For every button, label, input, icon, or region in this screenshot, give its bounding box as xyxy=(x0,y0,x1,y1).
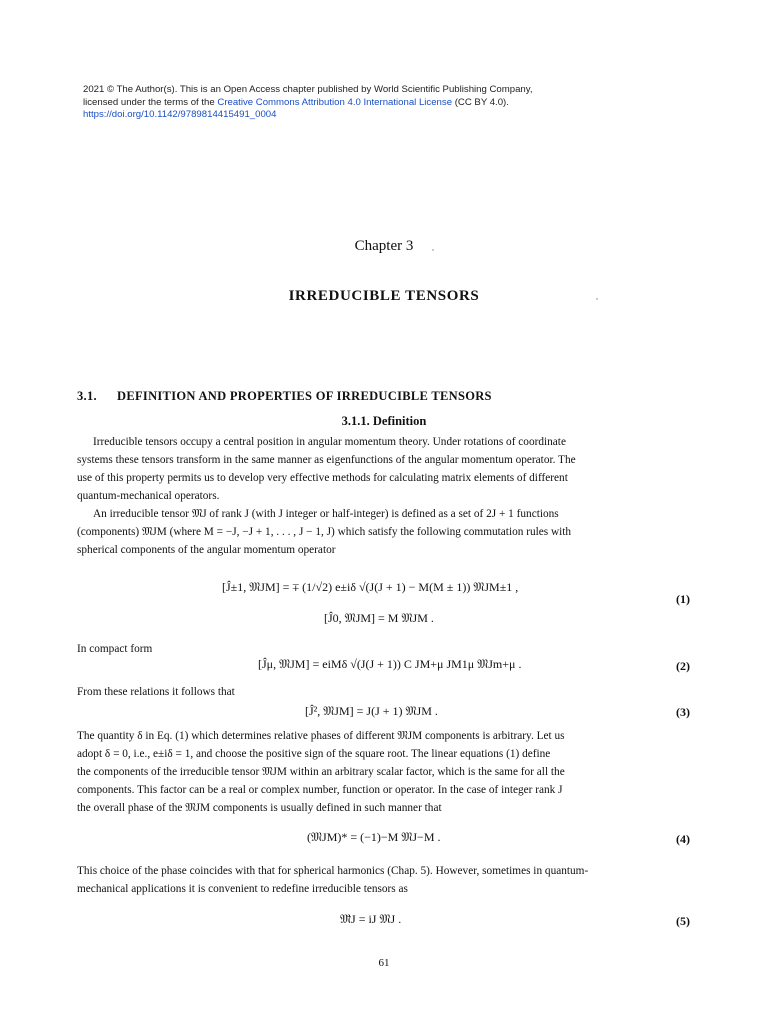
paragraph-redefine xyxy=(77,862,693,898)
text-line: An irreducible tensor 𝔐J of rank J (with J integer or half-integer) is defined as a set of 2J + 1 functions xyxy=(93,508,559,520)
equation-3: [Ĵ², 𝔐JM] = J(J + 1) 𝔐JM . xyxy=(305,704,438,718)
text-line: mechanical applications it is convenient to redefine irreducible tensors as xyxy=(77,883,408,895)
page-number: 61 xyxy=(378,957,390,969)
paragraph-definition xyxy=(77,505,693,559)
license-suffix: (CC BY 4.0). xyxy=(452,96,509,108)
paragraph-intro xyxy=(77,433,693,505)
equation-number-3: (3) xyxy=(676,705,690,719)
equation-1b: [Ĵ0, 𝔐JM] = M 𝔐JM . xyxy=(324,611,434,625)
license-notice xyxy=(83,84,603,122)
doi-link[interactable]: https://doi.org/10.1142/9789814415491_0004 xyxy=(83,109,277,121)
section-number: 3.1. xyxy=(77,389,97,403)
equation-number-2: (2) xyxy=(676,659,690,673)
text-line: components. This factor can be a real or complex number, function or operator. In the case of integer rank J xyxy=(77,784,563,796)
section-heading xyxy=(77,389,492,404)
text-line: the components of the irreducible tensor 𝔐JM within an arbitrary scalar factor, which is the same for all the xyxy=(77,766,565,778)
equation-2: [Ĵμ, 𝔐JM] = eiMδ √(J(J + 1)) C JM+μ JM1μ 𝔐Jm+μ . xyxy=(258,657,522,671)
section-title: DEFINITION AND PROPERTIES OF IRREDUCIBLE TENSORS xyxy=(117,389,492,403)
license-line-1: 2021 © The Author(s). This is an Open Access chapter published by World Scientific Publishing Company, xyxy=(83,84,533,95)
subsection-heading: 3.1.1. Definition xyxy=(341,414,427,428)
text-line: The quantity δ in Eq. (1) which determines relative phases of different 𝔐JM components is arbitrary. Let us xyxy=(77,730,565,742)
text-line: (components) 𝔐JM (where M = −J, −J + 1, . . . , J − 1, J) which satisfy the following commutation rules with xyxy=(77,526,572,538)
equation-number-1: (1) xyxy=(676,592,690,606)
text-line: spherical components of the angular momentum operator xyxy=(77,544,336,556)
license-link[interactable]: Creative Commons Attribution 4.0 International License xyxy=(217,96,453,108)
text-line: systems these tensors transform in the same manner as eigenfunctions of the angular momentum operator. The xyxy=(77,454,576,466)
paragraph-phase xyxy=(77,727,693,817)
text-line: use of this property permits us to develop very effective methods for calculating matrix elements of different xyxy=(77,472,568,484)
scan-speck xyxy=(432,249,434,251)
text-line: Irreducible tensors occupy a central position in angular momentum theory. Under rotations of coordinate xyxy=(93,436,566,448)
scan-speck xyxy=(596,298,598,300)
equation-number-4: (4) xyxy=(676,832,690,846)
equation-4: (𝔐JM)* = (−1)−M 𝔐J−M . xyxy=(307,830,441,844)
chapter-title: IRREDUCIBLE TENSORS xyxy=(288,288,480,304)
chapter-label: Chapter 3 xyxy=(354,238,414,254)
relations-text: From these relations it follows that xyxy=(77,686,235,698)
text-line: quantum-mechanical operators. xyxy=(77,490,220,502)
text-line: the overall phase of the 𝔐JM components is usually defined in such manner that xyxy=(77,802,442,814)
license-line-2 xyxy=(83,97,603,110)
license-prefix: licensed under the terms of the xyxy=(83,96,218,108)
equation-1a: [Ĵ±1, 𝔐JM] = ∓ (1/√2) e±iδ √(J(J + 1) − M(M ± 1)) 𝔐JM±1 , xyxy=(222,580,519,594)
text-line: adopt δ = 0, i.e., e±iδ = 1, and choose the positive sign of the square root. The linear equations (1) define xyxy=(77,748,551,760)
text-line: This choice of the phase coincides with that for spherical harmonics (Chap. 5). However, sometimes in quantum- xyxy=(77,865,589,877)
equation-5: 𝔐̃J = iJ 𝔐J . xyxy=(340,912,402,926)
equation-number-5: (5) xyxy=(676,914,690,928)
compact-form-text: In compact form xyxy=(77,643,153,655)
